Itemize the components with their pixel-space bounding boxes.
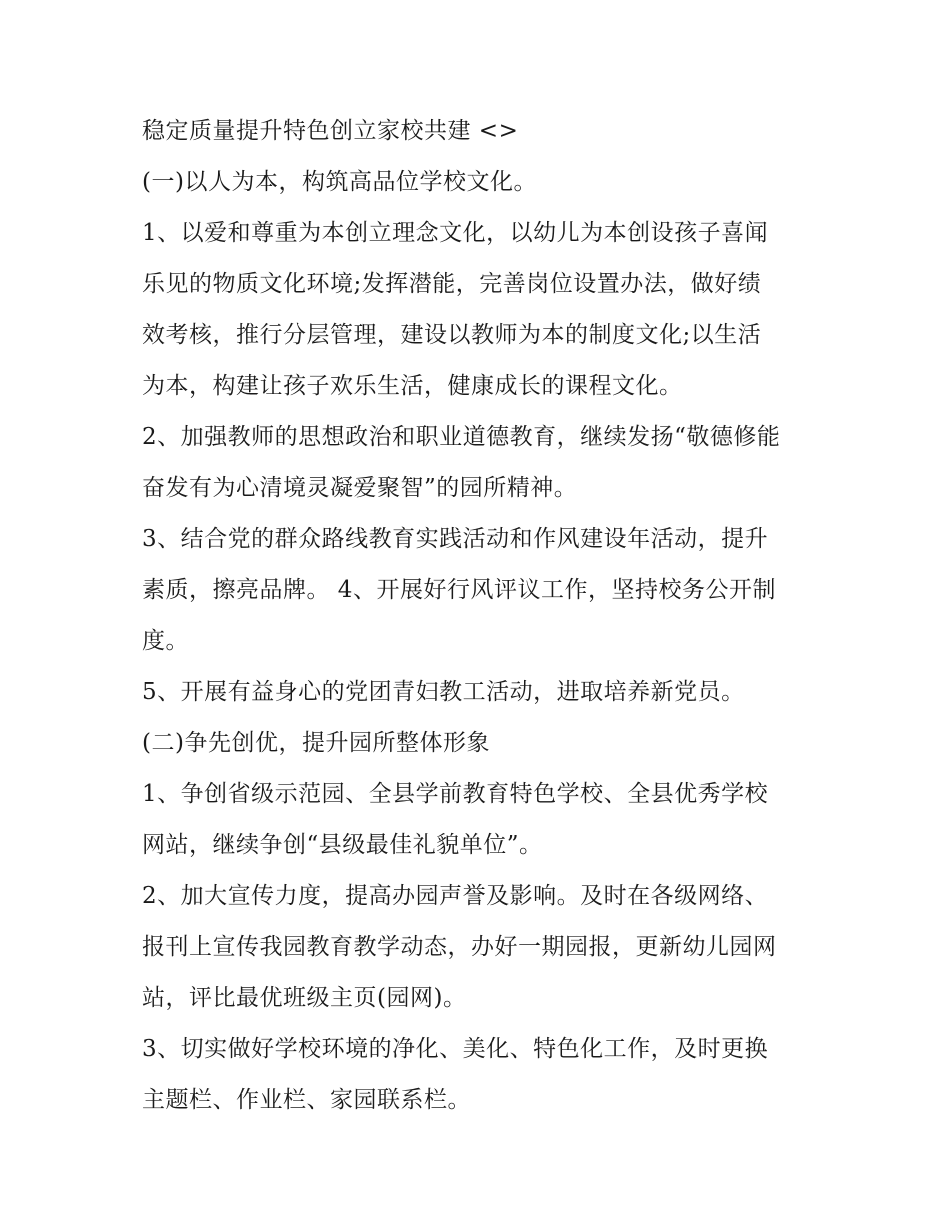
paragraph-line: 主题栏、作业栏、家园联系栏。 — [142, 1087, 471, 1113]
paragraph-line: 3、切实做好学校环境的净化、美化、特色化工作，及时更换 — [142, 1036, 769, 1062]
paragraph-line: 2、加强教师的思想政治和职业道德教育，继续发扬“敬德修能 — [142, 424, 781, 450]
paragraph-line: 网站，继续争创“县级最佳礼貌单位”。 — [142, 832, 543, 858]
paragraph-line: 为本，构建让孩子欢乐生活，健康成长的课程文化。 — [142, 373, 683, 399]
paragraph-line: 5、开展有益身心的党团青妇教工活动，进取培养新党员。 — [142, 679, 745, 705]
paragraph-line: 素质，擦亮品牌。 4、开展好行风评议工作，坚持校务公开制 — [142, 577, 776, 603]
paragraph-line: 站，评比最优班级主页(园网)。 — [142, 985, 467, 1011]
section-heading-1: (一)以人为本，构筑高品位学校文化。 — [142, 169, 537, 195]
paragraph-line: 2、加大宣传力度，提高办园声誉及影响。及时在各级网络、 — [142, 883, 769, 909]
paragraph-line: 1、争创省级示范园、全县学前教育特色学校、全县优秀学校 — [142, 781, 769, 807]
paragraph-line: 报刊上宣传我园教育教学动态，办好一期园报，更新幼儿园网 — [142, 934, 777, 960]
paragraph-line: 1、以爱和尊重为本创立理念文化，以幼儿为本创设孩子喜闻 — [142, 220, 769, 246]
document-body — [142, 106, 822, 1126]
section-heading-2: (二)争先创优，提升园所整体形象 — [142, 730, 490, 756]
paragraph-line: 度。 — [142, 628, 189, 654]
heading-title: 稳定质量提升特色创立家校共建 <> — [142, 118, 519, 144]
paragraph-line: 奋发有为心清境灵凝爱聚智”的园所精神。 — [142, 475, 578, 501]
paragraph-line: 3、结合党的群众路线教育实践活动和作风建设年活动，提升 — [142, 526, 769, 552]
paragraph-line: 效考核，推行分层管理，建设以教师为本的制度文化;以生活 — [142, 322, 762, 348]
paragraph-line: 乐见的物质文化环境;发挥潜能，完善岗位设置办法，做好绩 — [142, 271, 762, 297]
